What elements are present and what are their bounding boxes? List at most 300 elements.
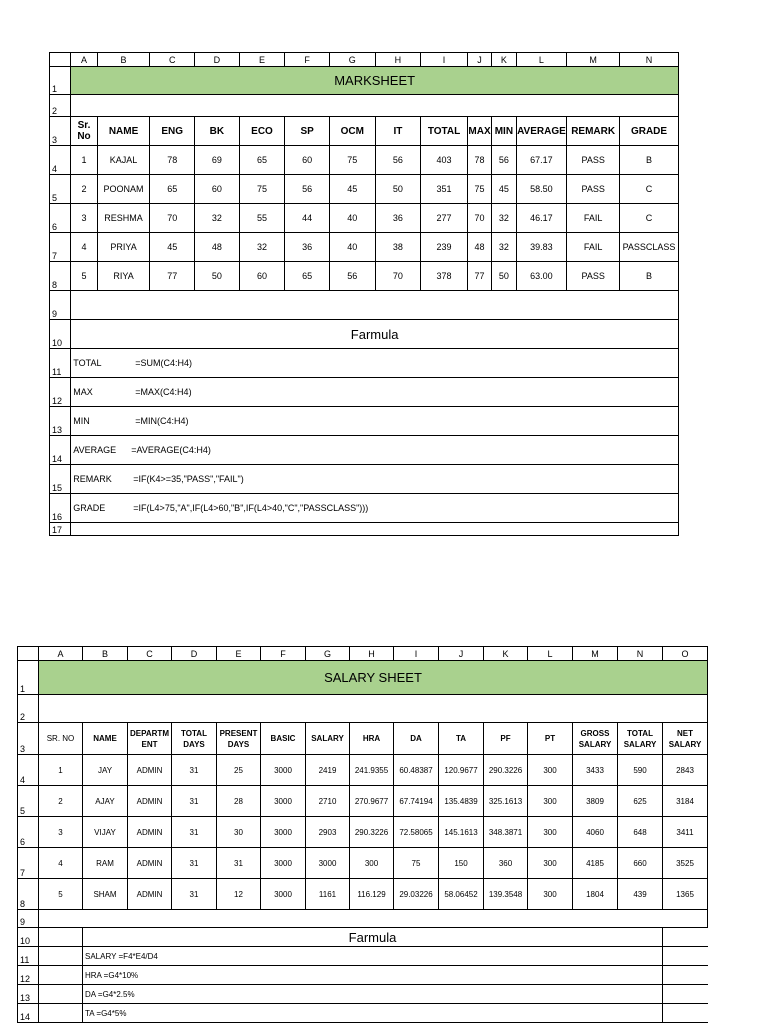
data-cell[interactable]: 31	[172, 786, 217, 817]
col-letter[interactable]: O	[663, 647, 708, 661]
data-cell[interactable]: 290.3226	[484, 755, 528, 786]
data-cell[interactable]: 120.9677	[439, 755, 484, 786]
data-cell[interactable]: 5	[39, 879, 83, 910]
data-cell[interactable]: ADMIN	[128, 755, 172, 786]
data-cell[interactable]: FAIL	[567, 233, 620, 262]
header-cell[interactable]: DEPARTM ENT	[128, 723, 172, 755]
title-row	[50, 67, 679, 95]
marksheet-title[interactable]: MARKSHEET	[71, 67, 679, 95]
table-row	[18, 879, 708, 910]
header-cell[interactable]: BK	[195, 117, 240, 146]
blank-cell[interactable]	[39, 1004, 83, 1023]
row-number[interactable]: 11	[50, 349, 71, 378]
data-cell[interactable]: 31	[172, 755, 217, 786]
data-cell[interactable]: PASS	[567, 262, 620, 291]
table-row	[50, 146, 679, 175]
header-cell[interactable]: NAME	[97, 117, 150, 146]
data-cell[interactable]: 2	[71, 175, 97, 204]
data-cell[interactable]: 45	[492, 175, 516, 204]
data-cell[interactable]: 300	[528, 848, 573, 879]
data-cell[interactable]: 45	[329, 175, 375, 204]
data-cell[interactable]: 3525	[663, 848, 708, 879]
data-cell[interactable]: 4	[71, 233, 97, 262]
data-cell[interactable]: 70	[150, 204, 195, 233]
formula-title-row	[18, 928, 708, 947]
data-cell[interactable]: 3	[71, 204, 97, 233]
header-cell[interactable]: TOTAL SALARY	[618, 723, 663, 755]
col-letter[interactable]: M	[567, 53, 620, 67]
table-row	[18, 817, 708, 848]
data-cell[interactable]: 56	[329, 262, 375, 291]
data-cell[interactable]: 277	[421, 204, 468, 233]
row-number[interactable]: 9	[18, 910, 39, 928]
data-cell[interactable]: 3000	[306, 848, 350, 879]
data-cell[interactable]: 78	[467, 146, 491, 175]
formula-cell[interactable]: TA =G4*5%	[83, 1004, 663, 1023]
data-cell[interactable]: 67.17	[516, 146, 567, 175]
col-letter[interactable]: J	[467, 53, 491, 67]
data-cell[interactable]: 1161	[306, 879, 350, 910]
column-letter-row	[18, 647, 708, 661]
data-cell[interactable]: 50	[195, 262, 240, 291]
data-cell[interactable]: 55	[239, 204, 285, 233]
col-letter[interactable]: I	[421, 53, 468, 67]
data-cell[interactable]: 300	[528, 817, 573, 848]
header-cell[interactable]: NET SALARY	[663, 723, 708, 755]
data-cell[interactable]: 300	[350, 848, 394, 879]
data-cell[interactable]: 75	[467, 175, 491, 204]
blank-cell[interactable]	[663, 947, 708, 966]
data-cell[interactable]: 38	[375, 233, 421, 262]
formula-expression: =IF(K4>=35,"PASS","FAIL")	[133, 474, 244, 484]
formula-cell[interactable]	[71, 378, 679, 407]
col-letter[interactable]: L	[528, 647, 573, 661]
blank-row	[50, 523, 679, 536]
data-cell[interactable]: 2903	[306, 817, 350, 848]
col-letter[interactable]: B	[97, 53, 150, 67]
data-cell[interactable]: 1	[71, 146, 97, 175]
formula-row	[18, 985, 708, 1004]
data-cell[interactable]: 56	[492, 146, 516, 175]
data-cell[interactable]: 3000	[261, 848, 306, 879]
data-cell[interactable]: 3000	[261, 786, 306, 817]
data-cell[interactable]: 3000	[261, 755, 306, 786]
row-number[interactable]: 17	[50, 523, 71, 536]
data-cell[interactable]: 75	[394, 848, 439, 879]
data-cell[interactable]: 72.58065	[394, 817, 439, 848]
data-cell[interactable]: 65	[285, 262, 330, 291]
formula-label: GRADE	[73, 503, 106, 513]
data-cell[interactable]: 36	[375, 204, 421, 233]
data-cell[interactable]: 4	[39, 848, 83, 879]
formula-expression: =SUM(C4:H4)	[135, 358, 193, 368]
col-letter[interactable]: G	[306, 647, 350, 661]
formula-title[interactable]: Farmula	[83, 928, 663, 947]
formula-cell[interactable]: HRA =G4*10%	[83, 966, 663, 985]
data-cell[interactable]: 4185	[573, 848, 618, 879]
formula-row	[50, 349, 679, 378]
data-cell[interactable]: PRIYA	[97, 233, 150, 262]
data-cell[interactable]: 3000	[261, 879, 306, 910]
data-cell[interactable]: PASS	[567, 146, 620, 175]
data-cell[interactable]: 3	[39, 817, 83, 848]
data-cell[interactable]: 3809	[573, 786, 618, 817]
row-number[interactable]: 6	[50, 204, 71, 233]
header-row	[50, 117, 679, 146]
data-cell[interactable]: 50	[492, 262, 516, 291]
blank-cell[interactable]	[39, 947, 83, 966]
row-number[interactable]: 4	[18, 755, 39, 786]
data-cell[interactable]: SHAM	[83, 879, 128, 910]
formula-expression: =AVERAGE(C4:H4)	[131, 445, 211, 455]
col-letter[interactable]: N	[620, 53, 679, 67]
data-cell[interactable]: POONAM	[97, 175, 150, 204]
data-cell[interactable]: 378	[421, 262, 468, 291]
data-cell[interactable]: C	[620, 204, 679, 233]
row-number[interactable]: 9	[50, 291, 71, 320]
row-number[interactable]: 5	[50, 175, 71, 204]
data-cell[interactable]: 60	[195, 175, 240, 204]
data-cell[interactable]: C	[620, 175, 679, 204]
data-cell[interactable]: 50	[375, 175, 421, 204]
data-cell[interactable]: 56	[285, 175, 330, 204]
data-cell[interactable]: 325.1613	[484, 786, 528, 817]
data-cell[interactable]: 31	[172, 817, 217, 848]
row-number[interactable]: 4	[50, 146, 71, 175]
data-cell[interactable]: 348.3871	[484, 817, 528, 848]
header-cell[interactable]: PRESENT DAYS	[217, 723, 261, 755]
header-cell[interactable]: SP	[285, 117, 330, 146]
col-letter[interactable]: I	[394, 647, 439, 661]
header-cell[interactable]: Sr. No	[71, 117, 97, 146]
formula-cell[interactable]	[71, 407, 679, 436]
salary-sheet-title[interactable]: SALARY SHEET	[39, 661, 708, 695]
data-cell[interactable]: 145.1613	[439, 817, 484, 848]
formula-label: AVERAGE	[73, 445, 117, 455]
col-letter[interactable]: F	[285, 53, 330, 67]
row-number[interactable]: 8	[18, 879, 39, 910]
header-cell[interactable]: MAX	[467, 117, 491, 146]
data-cell[interactable]: 70	[467, 204, 491, 233]
data-cell[interactable]: 58.50	[516, 175, 567, 204]
data-cell[interactable]: 300	[528, 879, 573, 910]
formula-row	[50, 407, 679, 436]
blank-cell[interactable]	[39, 695, 708, 723]
col-letter[interactable]: H	[375, 53, 421, 67]
data-cell[interactable]: 403	[421, 146, 468, 175]
header-cell[interactable]: TA	[439, 723, 484, 755]
row-number[interactable]: 5	[18, 786, 39, 817]
data-cell[interactable]: 65	[150, 175, 195, 204]
data-cell[interactable]: FAIL	[567, 204, 620, 233]
formula-row	[50, 494, 679, 523]
data-cell[interactable]: B	[620, 262, 679, 291]
data-cell[interactable]: ADMIN	[128, 786, 172, 817]
formula-title-row	[50, 320, 679, 349]
corner-cell	[50, 53, 71, 67]
data-cell[interactable]: 590	[618, 755, 663, 786]
header-cell[interactable]: IT	[375, 117, 421, 146]
data-cell[interactable]: 25	[217, 755, 261, 786]
formula-cell[interactable]: DA =G4*2.5%	[83, 985, 663, 1004]
blank-row	[50, 291, 679, 320]
header-cell[interactable]: GRADE	[620, 117, 679, 146]
data-cell[interactable]: 60	[285, 146, 330, 175]
header-row	[18, 723, 708, 755]
col-letter[interactable]: B	[83, 647, 128, 661]
row-number[interactable]: 2	[18, 695, 39, 723]
header-cell[interactable]: TOTAL	[421, 117, 468, 146]
formula-label: REMARK	[73, 474, 112, 484]
data-cell[interactable]: 48	[467, 233, 491, 262]
data-cell[interactable]: 28	[217, 786, 261, 817]
col-letter[interactable]: A	[71, 53, 97, 67]
data-cell[interactable]: 2843	[663, 755, 708, 786]
row-number[interactable]: 7	[50, 233, 71, 262]
data-cell[interactable]: 300	[528, 755, 573, 786]
data-cell[interactable]: ADMIN	[128, 879, 172, 910]
data-cell[interactable]: ADMIN	[128, 817, 172, 848]
data-cell[interactable]: 69	[195, 146, 240, 175]
data-cell[interactable]: 2710	[306, 786, 350, 817]
row-number[interactable]: 14	[50, 436, 71, 465]
col-letter[interactable]: L	[516, 53, 567, 67]
row-number[interactable]: 15	[50, 465, 71, 494]
header-cell[interactable]: GROSS SALARY	[573, 723, 618, 755]
row-number[interactable]: 6	[18, 817, 39, 848]
data-cell[interactable]: 45	[150, 233, 195, 262]
col-letter[interactable]: C	[128, 647, 172, 661]
blank-cell[interactable]	[71, 95, 679, 117]
row-number[interactable]: 1	[50, 67, 71, 95]
header-cell[interactable]: AVERAGE	[516, 117, 567, 146]
header-cell[interactable]: PT	[528, 723, 573, 755]
col-letter[interactable]: C	[150, 53, 195, 67]
col-letter[interactable]: J	[439, 647, 484, 661]
data-cell[interactable]: B	[620, 146, 679, 175]
formula-title[interactable]: Farmula	[71, 320, 679, 349]
header-cell[interactable]: NAME	[83, 723, 128, 755]
blank-row	[50, 95, 679, 117]
data-cell[interactable]: 660	[618, 848, 663, 879]
row-number[interactable]: 3	[18, 723, 39, 755]
data-cell[interactable]: 29.03226	[394, 879, 439, 910]
data-cell[interactable]: 60	[239, 262, 285, 291]
formula-cell[interactable]	[71, 436, 679, 465]
col-letter[interactable]: K	[484, 647, 528, 661]
data-cell[interactable]: 648	[618, 817, 663, 848]
blank-cell[interactable]	[71, 523, 679, 536]
row-number[interactable]: 11	[18, 947, 39, 966]
header-cell[interactable]: MIN	[492, 117, 516, 146]
data-cell[interactable]: 77	[150, 262, 195, 291]
data-cell[interactable]: 241.9355	[350, 755, 394, 786]
header-cell[interactable]: DA	[394, 723, 439, 755]
blank-cell[interactable]	[39, 910, 708, 928]
header-cell[interactable]: SALARY	[306, 723, 350, 755]
header-cell[interactable]: OCM	[329, 117, 375, 146]
data-cell[interactable]: ADMIN	[128, 848, 172, 879]
formula-cell[interactable]: SALARY =F4*E4/D4	[83, 947, 663, 966]
salary-sheet-table	[17, 646, 708, 1023]
data-cell[interactable]: 75	[239, 175, 285, 204]
data-cell[interactable]: 290.3226	[350, 817, 394, 848]
row-number[interactable]: 10	[50, 320, 71, 349]
row-number[interactable]: 13	[50, 407, 71, 436]
header-cell[interactable]: ENG	[150, 117, 195, 146]
col-letter[interactable]: K	[492, 53, 516, 67]
data-cell[interactable]: 2419	[306, 755, 350, 786]
data-cell[interactable]: 3411	[663, 817, 708, 848]
row-number[interactable]: 13	[18, 985, 39, 1004]
data-cell[interactable]: 351	[421, 175, 468, 204]
col-letter[interactable]: H	[350, 647, 394, 661]
data-cell[interactable]: 1804	[573, 879, 618, 910]
data-cell[interactable]: 3000	[261, 817, 306, 848]
row-number[interactable]: 14	[18, 1004, 39, 1023]
header-cell[interactable]: SR. NO	[39, 723, 83, 755]
col-letter[interactable]: D	[195, 53, 240, 67]
formula-row	[50, 436, 679, 465]
formula-cell[interactable]	[71, 465, 679, 494]
data-cell[interactable]: 75	[329, 146, 375, 175]
data-cell[interactable]: 40	[329, 233, 375, 262]
data-cell[interactable]: 67.74194	[394, 786, 439, 817]
header-cell[interactable]: BASIC	[261, 723, 306, 755]
data-cell[interactable]: 135.4839	[439, 786, 484, 817]
blank-cell[interactable]	[71, 291, 679, 320]
data-cell[interactable]: 32	[239, 233, 285, 262]
row-number[interactable]: 2	[50, 95, 71, 117]
col-letter[interactable]: F	[261, 647, 306, 661]
blank-cell[interactable]	[39, 928, 83, 947]
data-cell[interactable]: 31	[172, 879, 217, 910]
formula-row	[18, 966, 708, 985]
col-letter[interactable]: E	[217, 647, 261, 661]
data-cell[interactable]: RIYA	[97, 262, 150, 291]
data-cell[interactable]: 439	[618, 879, 663, 910]
data-cell[interactable]: 56	[375, 146, 421, 175]
data-cell[interactable]: 2	[39, 786, 83, 817]
marksheet-table	[49, 52, 679, 536]
data-cell[interactable]: RAM	[83, 848, 128, 879]
data-cell[interactable]: 625	[618, 786, 663, 817]
formula-label: MIN	[73, 416, 90, 426]
data-cell[interactable]: PASS	[567, 175, 620, 204]
data-cell[interactable]: 60.48387	[394, 755, 439, 786]
row-number[interactable]: 8	[50, 262, 71, 291]
data-cell[interactable]: 239	[421, 233, 468, 262]
table-row	[18, 786, 708, 817]
data-cell[interactable]: 77	[467, 262, 491, 291]
data-cell[interactable]: 150	[439, 848, 484, 879]
blank-cell[interactable]	[663, 928, 708, 947]
row-number[interactable]: 1	[18, 661, 39, 695]
row-number[interactable]: 12	[50, 378, 71, 407]
data-cell[interactable]: PASSCLASS	[620, 233, 679, 262]
col-letter[interactable]: G	[329, 53, 375, 67]
row-number[interactable]: 10	[18, 928, 39, 947]
blank-cell[interactable]	[663, 966, 708, 985]
blank-cell[interactable]	[663, 985, 708, 1004]
header-cell[interactable]: HRA	[350, 723, 394, 755]
col-letter[interactable]: E	[239, 53, 285, 67]
data-cell[interactable]: 32	[492, 233, 516, 262]
formula-cell[interactable]	[71, 494, 679, 523]
data-cell[interactable]: KAJAL	[97, 146, 150, 175]
data-cell[interactable]: 360	[484, 848, 528, 879]
data-cell[interactable]: 12	[217, 879, 261, 910]
data-cell[interactable]: 5	[71, 262, 97, 291]
data-cell[interactable]: 48	[195, 233, 240, 262]
data-cell[interactable]: JAY	[83, 755, 128, 786]
data-cell[interactable]: 36	[285, 233, 330, 262]
data-cell[interactable]: 116.129	[350, 879, 394, 910]
col-letter[interactable]: N	[618, 647, 663, 661]
data-cell[interactable]: 1365	[663, 879, 708, 910]
blank-cell[interactable]	[39, 985, 83, 1004]
data-cell[interactable]: 40	[329, 204, 375, 233]
data-cell[interactable]: 4060	[573, 817, 618, 848]
col-letter[interactable]: D	[172, 647, 217, 661]
blank-cell[interactable]	[663, 1004, 708, 1023]
data-cell[interactable]: 44	[285, 204, 330, 233]
header-cell[interactable]: TOTAL DAYS	[172, 723, 217, 755]
blank-cell[interactable]	[39, 966, 83, 985]
data-cell[interactable]: 63.00	[516, 262, 567, 291]
data-cell[interactable]: RESHMA	[97, 204, 150, 233]
data-cell[interactable]: 32	[492, 204, 516, 233]
data-cell[interactable]: 1	[39, 755, 83, 786]
data-cell[interactable]: AJAY	[83, 786, 128, 817]
data-cell[interactable]: 39.83	[516, 233, 567, 262]
table-row	[50, 233, 679, 262]
data-cell[interactable]: 270.9677	[350, 786, 394, 817]
col-letter[interactable]: A	[39, 647, 83, 661]
row-number[interactable]: 16	[50, 494, 71, 523]
data-cell[interactable]: 58.06452	[439, 879, 484, 910]
data-cell[interactable]: 300	[528, 786, 573, 817]
column-letter-row	[50, 53, 679, 67]
formula-row	[50, 465, 679, 494]
data-cell[interactable]: 3433	[573, 755, 618, 786]
formula-row	[50, 378, 679, 407]
formula-label: TOTAL	[73, 358, 102, 368]
header-cell[interactable]: REMARK	[567, 117, 620, 146]
row-number[interactable]: 7	[18, 848, 39, 879]
header-cell[interactable]: ECO	[239, 117, 285, 146]
table-row	[18, 755, 708, 786]
data-cell[interactable]: 46.17	[516, 204, 567, 233]
data-cell[interactable]: 65	[239, 146, 285, 175]
col-letter[interactable]: M	[573, 647, 618, 661]
row-number[interactable]: 12	[18, 966, 39, 985]
data-cell[interactable]: VIJAY	[83, 817, 128, 848]
row-number[interactable]: 3	[50, 117, 71, 146]
data-cell[interactable]: 31	[217, 848, 261, 879]
data-cell[interactable]: 70	[375, 262, 421, 291]
formula-cell[interactable]	[71, 349, 679, 378]
data-cell[interactable]: 139.3548	[484, 879, 528, 910]
data-cell[interactable]: 3184	[663, 786, 708, 817]
data-cell[interactable]: 30	[217, 817, 261, 848]
blank-row	[18, 695, 708, 723]
data-cell[interactable]: 32	[195, 204, 240, 233]
data-cell[interactable]: 78	[150, 146, 195, 175]
header-cell[interactable]: PF	[484, 723, 528, 755]
table-row	[50, 175, 679, 204]
data-cell[interactable]: 31	[172, 848, 217, 879]
